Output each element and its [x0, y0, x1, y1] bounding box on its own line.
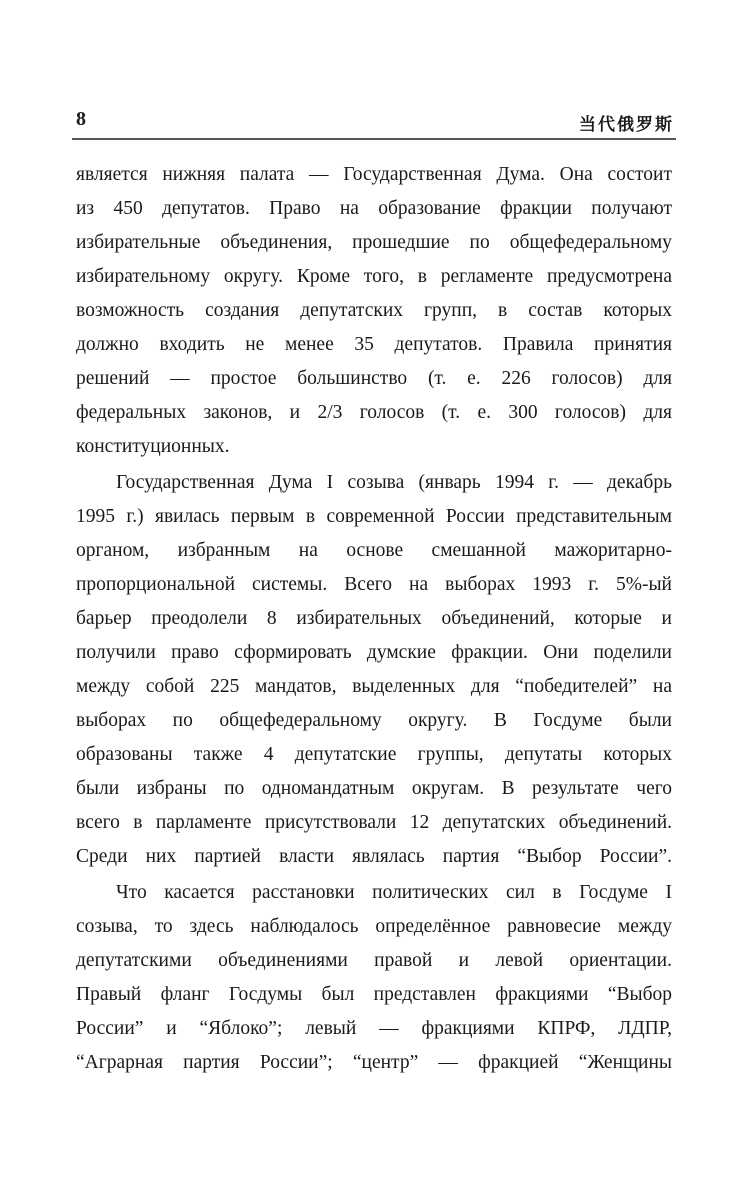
page-number: 8	[76, 108, 86, 130]
paragraph	[76, 876, 672, 1080]
text-line: должно входить не менее 35 депутатов. Правила принятия	[76, 334, 672, 355]
text-line: избирательные объединения, прошедшие по общефедеральному	[76, 232, 672, 253]
text-line: решений — простое большинство (т. е. 226 голосов) для	[76, 368, 672, 389]
text-line: всего в парламенте присутствовали 12 депутатских объединений.	[76, 812, 672, 833]
text-line: барьер преодолели 8 избирательных объединений, которые и	[76, 608, 672, 629]
text-line: были избраны по одномандатным округам. В результате чего	[76, 778, 672, 799]
text-line: избирательному округу. Кроме того, в регламенте предусмотрена	[76, 266, 672, 287]
text-line: получили право сформировать думские фракции. Они поделили	[76, 642, 672, 663]
text-line: является нижняя палата — Государственная Дума. Она состоит	[76, 164, 672, 185]
paragraph	[76, 466, 672, 874]
body-text	[76, 158, 672, 1082]
text-line: возможность создания депутатских групп, в состав которых	[76, 300, 672, 321]
text-line: федеральных законов, и 2/3 голосов (т. е. 300 голосов) для	[76, 402, 672, 423]
text-line: образованы также 4 депутатские группы, депутаты которых	[76, 744, 672, 765]
paragraph	[76, 158, 672, 464]
text-line: конституционных.	[76, 436, 230, 457]
text-line: Государственная Дума I созыва (январь 1994 г. — декабрь	[116, 472, 672, 493]
text-line: “Аграрная партия России”; “центр” — фракцией “Женщины	[76, 1052, 672, 1073]
text-line: России” и “Яблоко”; левый — фракциями КПРФ, ЛДПР,	[76, 1018, 672, 1039]
text-line: органом, избранным на основе смешанной мажоритарно-	[76, 540, 672, 561]
text-line: Правый фланг Госдумы был представлен фракциями “Выбор	[76, 984, 672, 1005]
text-line: из 450 депутатов. Право на образование фракции получают	[76, 198, 672, 219]
text-line: депутатскими объединениями правой и левой ориентации.	[76, 950, 672, 971]
text-line: Среди них партией власти являлась партия “Выбор России”.	[76, 846, 672, 867]
text-line: 1995 г.) явилась первым в современной России представительным	[76, 506, 672, 527]
page-header	[72, 108, 674, 135]
text-line: созыва, то здесь наблюдалось определённое равновесие между	[76, 916, 672, 937]
text-line: между собой 225 мандатов, выделенных для “победителей” на	[76, 676, 672, 697]
header-rule	[72, 138, 676, 140]
text-line: выборах по общефедеральному округу. В Госдуме были	[76, 710, 672, 731]
running-title: 当代俄罗斯	[579, 115, 674, 135]
text-line: пропорциональной системы. Всего на выборах 1993 г. 5%-ый	[76, 574, 672, 595]
text-line: Что касается расстановки политических сил в Госдуме I	[116, 882, 672, 903]
